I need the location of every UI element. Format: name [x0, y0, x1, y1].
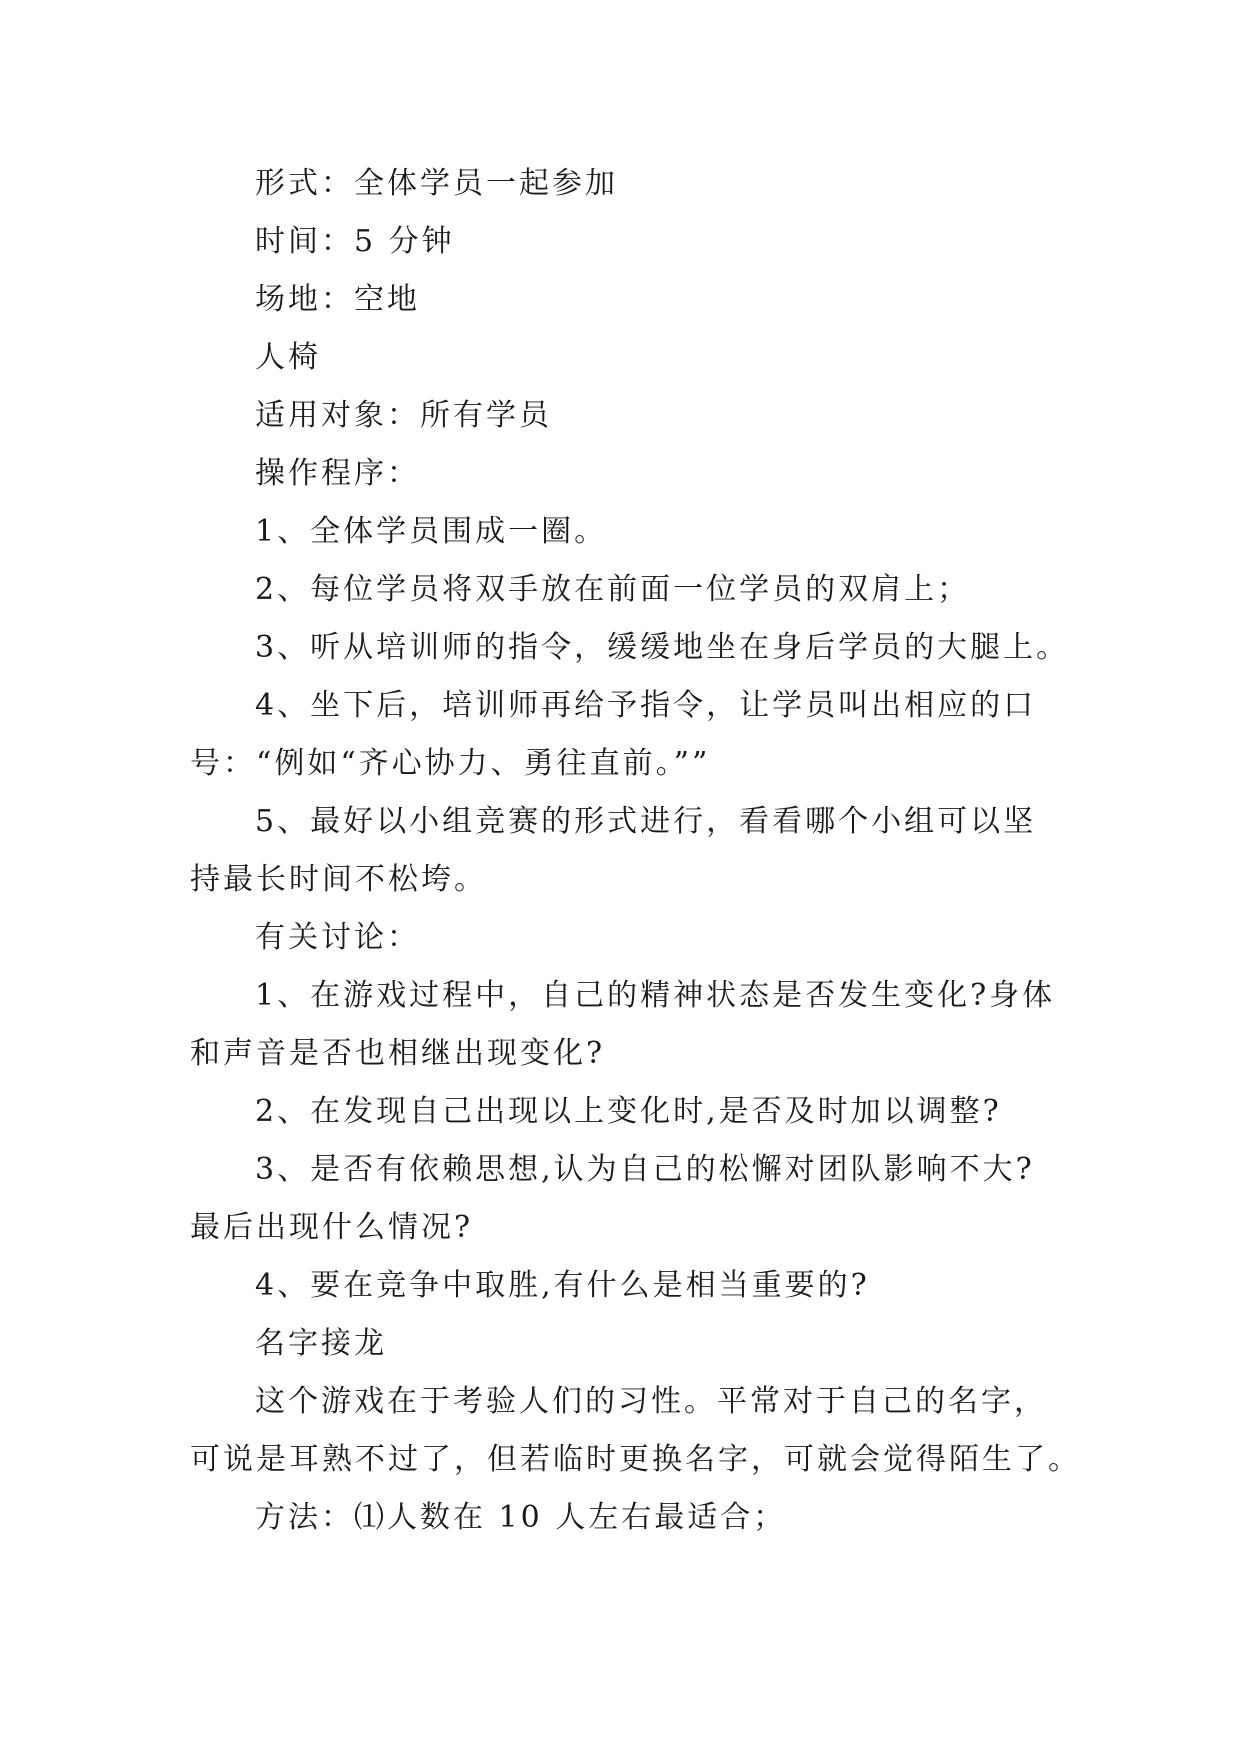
discussion-heading: 有关讨论： [255, 920, 420, 955]
procedure-step-2: 2、每位学员将双手放在前面一位学员的双肩上； [255, 572, 971, 607]
venue-line: 场地：空地 [255, 282, 420, 317]
discussion-item-4: 4、要在竞争中取胜,有什么是相当重要的? [255, 1268, 870, 1303]
discussion-item-3-cont: 最后出现什么情况? [190, 1210, 474, 1245]
procedure-step-4-cont: 号：“例如“齐心协力、勇往直前。”” [190, 746, 711, 781]
procedure-step-5-cont: 持最长时间不松垮。 [190, 862, 487, 897]
time-line: 时间：5 分钟 [255, 224, 455, 259]
name-chain-intro-cont: 可说是耳熟不过了，但若临时更换名字，可就会觉得陌生了。 [190, 1442, 1081, 1477]
procedure-heading: 操作程序： [255, 456, 420, 491]
audience-line: 适用对象：所有学员 [255, 398, 552, 433]
method-line: 方法：⑴人数在 10 人左右最适合； [255, 1500, 787, 1535]
discussion-item-1-cont: 和声音是否也相继出现变化? [190, 1036, 606, 1071]
procedure-step-1: 1、全体学员围成一圈。 [255, 514, 608, 549]
procedure-step-3: 3、听从培训师的指令，缓缓地坐在身后学员的大腿上。 [255, 630, 1070, 665]
discussion-item-2: 2、在发现自己出现以上变化时,是否及时加以调整? [255, 1094, 1002, 1129]
discussion-item-1: 1、在游戏过程中，自己的精神状态是否发生变化?身体 [255, 978, 1056, 1013]
game-title-name-chain: 名字接龙 [255, 1326, 387, 1361]
procedure-step-5: 5、最好以小组竞赛的形式进行，看看哪个小组可以坚 [255, 804, 1037, 839]
name-chain-intro: 这个游戏在于考验人们的习性。平常对于自己的名字， [255, 1384, 1047, 1419]
discussion-item-3: 3、是否有依赖思想,认为自己的松懈对团队影响不大? [255, 1152, 1035, 1187]
game-title-human-chair: 人椅 [255, 340, 321, 375]
procedure-step-4: 4、坐下后，培训师再给予指令，让学员叫出相应的口 [255, 688, 1037, 723]
form-line: 形式：全体学员一起参加 [255, 166, 618, 201]
